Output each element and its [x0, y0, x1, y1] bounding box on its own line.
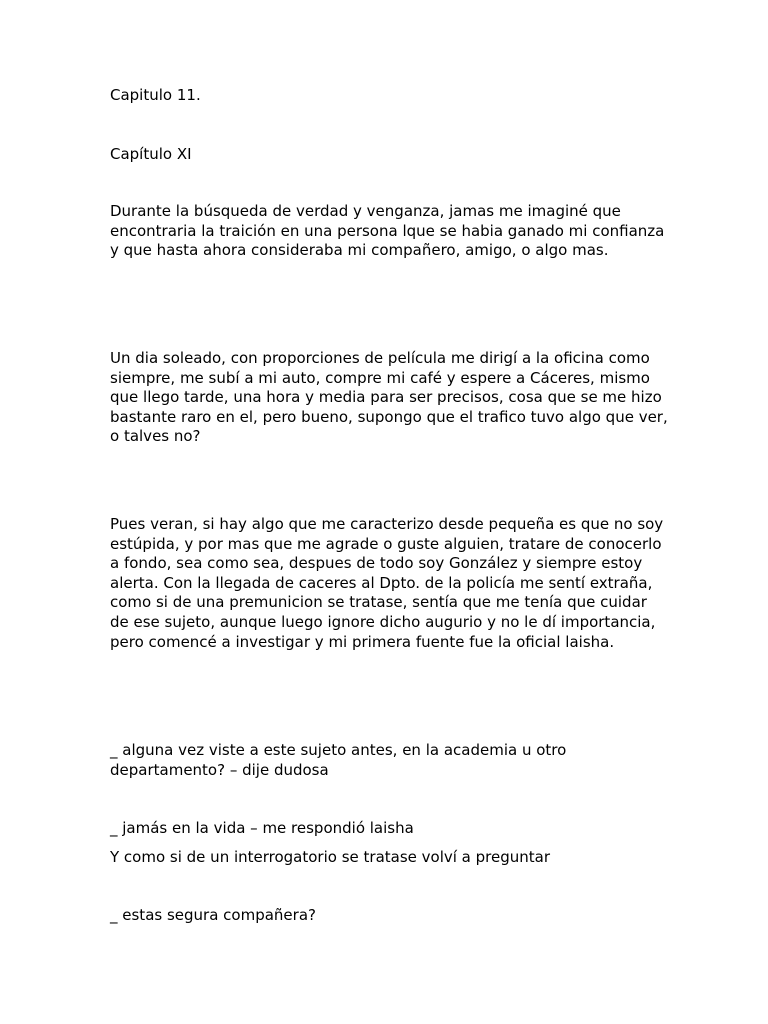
dialogue-line-2: _ jamás en la vida – me respondió laisha [110, 819, 414, 837]
paragraph-2: Un dia soleado, con proporciones de película me dirigí a la oficina como siempre, me subí a mi auto, compre mi café y espere a Cáceres, mismo que llego tarde, una hora y media para ser precisos, cosa que se me hizo bastante raro en el, pero bueno, supongo que el trafico tuvo algo que ver, o talves no? [110, 349, 668, 446]
dialogue-line-3: Y como si de un interrogatorio se tratase volví a preguntar [110, 848, 551, 866]
dialogue-line-4: _ estas segura compañera? [110, 906, 316, 924]
dialogue-line-1: _ alguna vez viste a este sujeto antes, en la academia u otro departamento? – dije dudosa [110, 741, 567, 779]
paragraph-3: Pues veran, si hay algo que me caracterizo desde pequeña es que no soy estúpida, y por mas que me agrade o guste alguien, tratare de conocerlo a fondo, sea como sea, despues de todo soy González y siempre estoy alerta. Con la llegada de caceres al Dpto. de la policía me sentí extraña, como si de una premunicion se tratase, sentía que me tenía que cuidar de ese sujeto, aunque luego ignore dicho augurio y no le dí importancia, pero comencé a investigar y mi primera fuente fue la oficial laisha. [110, 515, 664, 651]
chapter-roman-heading: Capítulo XI [110, 145, 192, 163]
paragraph-1: Durante la búsqueda de verdad y venganza, jamas me imaginé que encontraria la traición en una persona lque se habia ganado mi confianza y que hasta ahora consideraba mi compañero, amigo, o algo mas. [110, 202, 665, 260]
chapter-number-heading: Capitulo 11. [110, 86, 201, 104]
